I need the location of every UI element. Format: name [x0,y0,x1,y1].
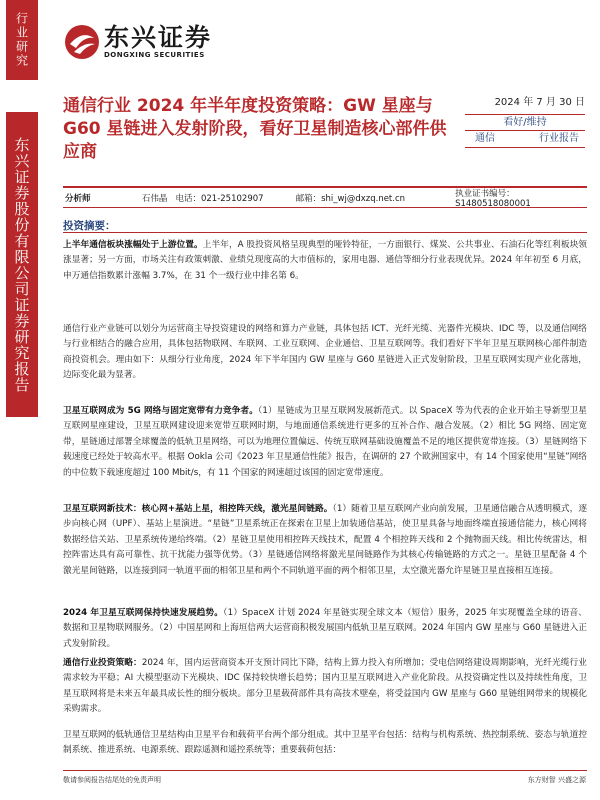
sidebar [0,0,44,800]
analyst-name: 石伟晶 [141,193,168,204]
sidebar-company-label: 东兴证券股份有限公司证券研究报告 [6,112,38,417]
summary-divider [63,232,587,233]
analyst-bar [63,186,587,208]
paragraph [63,656,587,718]
paragraph [63,238,587,284]
paragraph-text: （1）随着卫星互联网产业向前发展，卫星通信融合从透明模式，逐步向核心网（UPF）、基站上星演进。“星链”卫星系统正在探索在卫星上加装通信基站，使卫星具备与地面终端直接通信能力，核心网将数据经信关站、卫星系统传递给终端。（2）星链卫星使用相控阵天线技术，配置 4 个相控阵天线和 2 个抛物面天线。相比传统雷达，相控阵雷达具有高可靠性、抗干扰能力强等优势。（3）星链通信网络将激光星间链路作为其核心传输链路的方式之一。星链卫星配备 4 个激光星间链路，以连接到同一轨道平面的相邻卫星和两个不同轨道平面的两个相邻卫星，太空激光器允许星链卫星直接相互连接。 [63,504,588,576]
paragraph-lead: 通信行业投资策略： [63,658,142,668]
report-date: 2024 年 7 月 30 日 [494,97,585,108]
paragraph-text: （1）SpaceX 计划 2024 年星链实现全球文本（短信）服务，2025 年实现覆盖全球的语音、数据和卫星物联网服务。（2）中国星网和上海垣信两大运营商积极发展国内低轨卫星互联网。2024 年国内 GW 星座与 G60 星链进入正式发射阶段。 [63,608,587,649]
paragraph [63,728,587,759]
paragraph-text: 2024 年，国内运营商资本开支预计同比下降，结构上算力投入有所增加；受电信网络建设周期影响，光纤光缆行业需求较为平稳；AI 大模型驱动下光模块、IDC 保持较快增长趋势；国内卫星互联网进入产业化阶段。从投资确定性以及持续性角度，卫星互联网将是未来五年最具成长性的细分板块。部分卫星载荷部件具有高技术壁垒，将受益国内 GW 星座与 G60 星链组网带来的规模化采购需求。 [63,658,587,715]
footer-divider [63,770,587,771]
meta-tags [465,131,585,148]
summary-heading: 投资摘要： [63,220,116,232]
logo-name-cn: 东兴证券 [104,23,213,52]
paragraph-lead: 2024 年卫星互联网保持快速发展趋势。 [63,608,224,618]
paragraph-lead: 卫星互联网成为 5G 网络与固定宽带有力竞争者。 [63,406,258,416]
rating-badge: 看好/维持 [465,114,585,131]
report-meta [465,95,585,148]
sidebar-category-label: 行业研究 [6,0,38,80]
footer-slogan: 东方财智 兴盛之源 [527,776,586,784]
report-title: 通信行业 2024 年半年度投资策略：GW 星座与 G60 星链进入发射阶段，看好卫星制造核心部件供应商 [63,96,447,162]
analyst-label: 分析师 [65,193,91,204]
paragraph-text: 卫星互联网的低轨通信卫星结构由卫星平台和载荷平台两个部分组成。其中卫星平台包括：结构与机构系统、热控制系统、姿态与轨道控制系统、推进系统、电源系统、跟踪遥测和遥控系统等；重要载荷包括： [63,730,587,756]
analyst-phone: 电话：021-25102907 [175,193,264,204]
paragraph-text: 通信行业产业链可以划分为运营商主导投资建设的网络和算力产业链，具体包括 ICT、光纤光缆、光器件光模块、IDC 等，以及通信网络与行业相结合的融合应用，具体包括物联网、车联网、工业互联网、企业通信、卫星互联网等。我们看好下半年卫星互联网核心部件制造商投资机会。理由如下：从细分行业角度，2024 年下半年国内 GW 星座与 G60 星链进入正式发射阶段，卫星互联网实现产业化落地，边际变化最为显著。 [63,324,587,381]
paragraph-lead: 卫星互联网新技术：核心网+基站上星，相控阵天线，激光星间链路。 [63,504,333,514]
footer-disclaimer: 敬请参阅报告结尾处的免责声明 [63,776,161,784]
paragraph-lead: 上半年通信板块涨幅处于上游位置。 [63,240,203,250]
paragraph [63,322,587,384]
paragraph [63,502,587,579]
analyst-email: 邮箱：shi_wj@dxzq.net.cn [295,193,406,204]
industry-tag: 通信 [475,133,495,144]
paragraph-text: （1）星链成为卫星互联网发展新范式。以 SpaceX 等为代表的企业开始主导新型卫星互联网星座建设，卫星互联网建设迎来宽带互联网时期，与地面通信系统进行更多的互补合作、融合发展。（2）相比 5G 网络、固定宽带，星链通过部署全球覆盖的低轨卫星网络，可以为地理位置偏远、传统互联网基础设施覆盖不足的地区提供宽带连接。（3）星链网络下载速度已经处于较高水平。根据 Ookla 公司《2023 年卫星通信性能》报告，在调研的 27 个欧洲国家中，有 14 个国家使用“星链”网络的中位数下载速度超过 100 Mbit/s，有 11 个国家的网速超过该国的固定宽带速度。 [63,406,587,478]
report-type-tag: 行业报告 [539,133,579,144]
logo-mark-icon [64,24,100,60]
analyst-cert: 执业证书编号：S1480518080001 [455,188,531,209]
logo-name-en: DONGXING SECURITIES [104,51,205,59]
paragraph [63,606,587,652]
company-logo [64,20,212,64]
paragraph-text: 上半年，A 股投资风格呈现典型的哑铃特征，一方面银行、煤炭、公共事业、石油石化等红利板块领涨显著；另一方面，市场关注有政策刺激、业绩兑现度高的大市值标的，家用电器、通信等细分行业表现优异。2024 年年初至 6 月底，申万通信指数累计涨幅 3.7%，在 31 个一级行业中排名第 6。 [63,240,587,281]
paragraph [63,404,587,481]
